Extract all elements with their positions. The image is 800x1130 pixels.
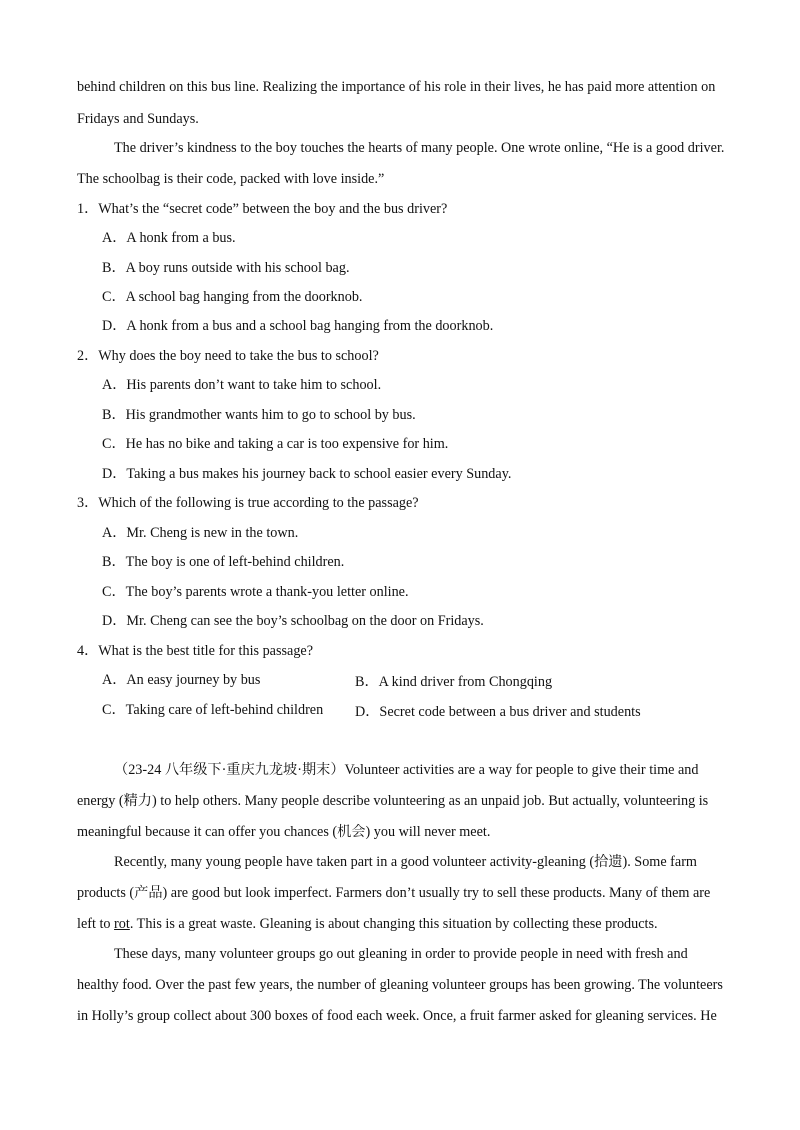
question-option: D．Mr. Cheng can see the boy’s schoolbag on the door on Fridays. [102, 613, 484, 629]
passage1-line: The driver’s kindness to the boy touches the hearts of many people. One wrote online, “He is a good driver. [114, 140, 725, 156]
question-option: B．His grandmother wants him to go to school by bus. [102, 407, 416, 423]
passage2-text: left to [77, 916, 115, 932]
passage2-line: Recently, many young people have taken part in a good volunteer activity-gleaning (拾遗). Some farm [114, 854, 697, 870]
passage2-line: healthy food. Over the past few years, the number of gleaning volunteer groups has been growing. The volunteers [77, 977, 723, 993]
question-option: D．A honk from a bus and a school bag hanging from the doorknob. [102, 318, 494, 334]
passage1-line: Fridays and Sundays. [77, 111, 199, 127]
question-option: A．A honk from a bus. [102, 230, 236, 246]
question-stem: 1．What’s the “secret code” between the boy and the bus driver? [77, 201, 448, 217]
passage2-line: products (产品) are good but look imperfect. Farmers don’t usually try to sell these products. Many of them are [77, 885, 711, 901]
passage2-line: energy (精力) to help others. Many people describe volunteering as an unpaid job. But actually, volunteering is [77, 793, 709, 809]
question-option: C．Taking care of left-behind children [102, 702, 324, 718]
question-option: A．An easy journey by bus [102, 672, 261, 688]
passage2-line [77, 915, 658, 933]
question-option: A．Mr. Cheng is new in the town. [102, 525, 299, 541]
question-stem: 4．What is the best title for this passage? [77, 643, 314, 659]
question-option: B．A boy runs outside with his school bag. [102, 260, 350, 276]
question-option: B．The boy is one of left-behind children. [102, 554, 345, 570]
passage1-line: behind children on this bus line. Realizing the importance of his role in their lives, he has paid more attention on [77, 79, 716, 95]
question-option: B．A kind driver from Chongqing [355, 674, 553, 690]
passage2-line: meaningful because it can offer you chances (机会) you will never meet. [77, 824, 491, 840]
question-stem: 2．Why does the boy need to take the bus to school? [77, 348, 379, 364]
question-option: C．He has no bike and taking a car is too expensive for him. [102, 436, 449, 452]
question-option: D．Secret code between a bus driver and students [355, 704, 641, 720]
question-option: C．A school bag hanging from the doorknob. [102, 289, 363, 305]
passage1-line: The schoolbag is their code, packed with love inside.” [77, 171, 385, 187]
passage2-line: These days, many volunteer groups go out gleaning in order to provide people in need with fresh and [114, 946, 688, 962]
question-option: C．The boy’s parents wrote a thank-you letter online. [102, 584, 409, 600]
question-option: A．His parents don’t want to take him to school. [102, 377, 382, 393]
passage2-text: . This is a great waste. Gleaning is about changing this situation by collecting these products. [129, 916, 658, 932]
underlined-word: rot [114, 916, 130, 932]
question-stem: 3．Which of the following is true according to the passage? [77, 495, 419, 511]
question-option: D．Taking a bus makes his journey back to school easier every Sunday. [102, 466, 512, 482]
passage2-line: （23-24 八年级下·重庆九龙坡·期末）Volunteer activities are a way for people to give their time and [114, 762, 699, 778]
passage2-line: in Holly’s group collect about 300 boxes of food each week. Once, a fruit farmer asked for gleaning services. He [77, 1008, 717, 1024]
